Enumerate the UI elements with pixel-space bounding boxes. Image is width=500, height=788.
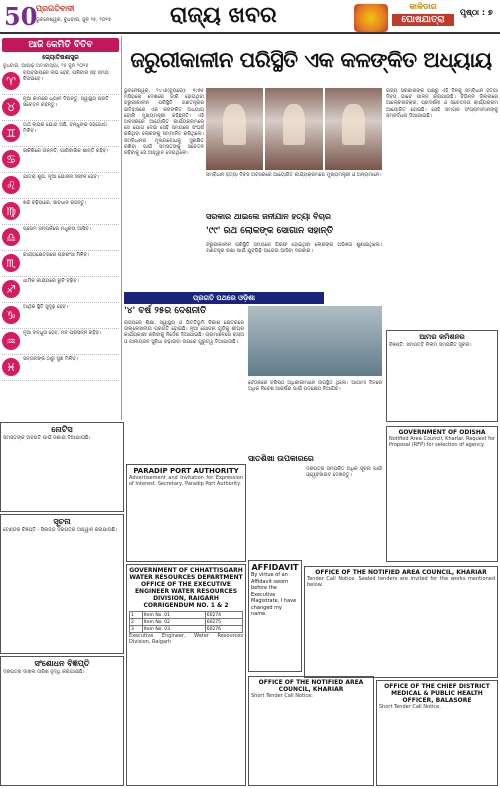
ad-text: Tender Call Notice. Sealed tenders are invited for the works mentioned below.	[307, 576, 495, 589]
zodiac-row	[2, 96, 119, 121]
affidavit-text: By virtue of an Affidavit sworn before the Executive Magistrate, I have changed my name.	[251, 572, 297, 617]
table-cell: 60275	[205, 619, 242, 626]
zodiac-row	[2, 278, 119, 303]
zodiac-icon: ♌	[2, 176, 20, 194]
zodiac-row	[2, 356, 119, 381]
water-resources-advertisement	[126, 564, 246, 786]
table-row	[130, 612, 243, 619]
tender-advertisement	[0, 514, 124, 654]
zodiac-icon: ♓	[2, 358, 20, 376]
table-cell: Item No. 01	[142, 612, 205, 619]
table-row	[130, 626, 243, 633]
zodiac-row	[2, 122, 119, 147]
horoscope-column	[0, 36, 122, 420]
corrigendum-text: ଦରପତ୍ର ଦାଖଲ ତାରିଖ ବୃଦ୍ଧି କରାଯାଇଛି।	[3, 669, 85, 675]
zodiac-text: ଯାତ୍ରା ଶୁଭ, ନୂଆ ଯୋଜନା ସଫଳ ହେବ।	[23, 174, 100, 180]
zodiac-text: ଚାକିରିରେ ଉନ୍ନତି, ପାରିବାରିକ ଶାନ୍ତି ରହିବ।	[23, 148, 109, 154]
horoscope-title: ଆଜି କେମିତି ବିତିବ	[2, 38, 119, 52]
ad-heading: OFFICE OF THE NOTIFIED AREA COUNCIL, KHARIAR	[315, 569, 487, 576]
zodiac-row	[2, 70, 119, 95]
ad-heading: GOVERNMENT OF CHHATTISGARH WATER RESOURCES DEPARTMENT OFFICE OF THE EXECUTIVE ENGINEER WATER RESOURCES DIVISION, RAIGARH	[129, 567, 243, 602]
festival-line-1: କାକିଡାର	[409, 2, 437, 11]
ad-text: Notified Area Council, Khariar. Request for Proposal (RFP) for selection of agency.	[389, 436, 495, 449]
zodiac-icon: ♉	[2, 98, 20, 116]
news-photo	[265, 88, 322, 170]
nac-advertisement	[304, 566, 498, 678]
zodiac-text: ବ୍ୟବସାୟରେ ଲାଭ ହେବ, ପରିବାର ସହ ସମୟ ବିତାଇବେ।	[23, 70, 109, 82]
sub-headline: '୯୯' ରଥ ଲୋକଙ୍କ ସୋଗାନ ସହାନ୍ତି	[206, 226, 334, 236]
table-cell: Item No. 02	[142, 619, 205, 626]
main-story-text: ଭୁବନେଶ୍ୱର, ୨୪।୬(ବ୍ୟୁରୋ): ୧୯୭୫ ମସିହାରେ ଦେଶରେ ଜାରି ହୋଇଥିବା ଜରୁରୀକାଳୀନ ପରିସ୍ଥିତି ଗଣତନ୍ତ୍ରର ଇତିହାସରେ ଏକ କଳଙ୍କିତ ଅଧ୍ୟାୟ ବୋଲି ମୁଖ୍ୟମନ୍ତ୍ରୀ କହିଛନ୍ତି। ଏହି ଅବସରରେ ଆୟୋଜିତ କାର୍ଯ୍ୟକ୍ରମରେ ସେ ଯୋଗ ଦେଇ ସେହି ସମୟରେ ସଂଘର୍ଷ କରିଥିବା ଲୋକଙ୍କୁ ସମ୍ମାନିତ କରିଥିଲେ। ସମ୍ବିଧାନର ମୂଲ୍ୟବୋଧକୁ ସୁରକ୍ଷିତ ରଖିବା ପାଇଁ ସମସ୍ତଙ୍କୁ ସଚେତନ ରହିବାକୁ ସେ ଆହ୍ୱାନ ଦେଇଥିଲେ।	[124, 88, 204, 157]
zodiac-list	[0, 70, 121, 381]
zodiac-row	[2, 174, 119, 199]
dateline: ଭୁବନେଶ୍ୱର, ବୁଧବାର, ଜୁନ ୨୫, ୨୦୨୫	[36, 17, 112, 23]
horoscope-subtitle: ଜ୍ୟୋତିଷଶାସ୍ତ୍ର	[42, 54, 79, 61]
photo-strip	[206, 88, 382, 170]
ad-heading: OFFICE OF THE CHIEF DISTRICT MEDICAL & PUBLIC HEALTH OFFICER, BALASORE	[384, 683, 490, 704]
zodiac-icon: ♏	[2, 254, 20, 272]
ad-heading: PARADIP PORT AUTHORITY	[133, 467, 239, 475]
government-advertisement	[386, 426, 498, 562]
photo-caption: ସମ୍ବିଧାନ ହତ୍ୟା ଦିବସ ଅବସରରେ ଆୟୋଜିତ କାର୍ଯ୍ୟକ୍ରମରେ ମୁଖ୍ୟମନ୍ତ୍ରୀ ଓ ଅନ୍ୟମାନେ।	[206, 172, 382, 178]
zodiac-icon: ♊	[2, 124, 20, 142]
right-story-text: ରାଜ୍ୟ ସରକାରଙ୍କ ପକ୍ଷରୁ ଏହି ଦିନକୁ ସମ୍ବିଧାନ ହତ୍ୟା ଦିବସ ଭାବେ ପାଳନ କରାଯାଉଛି। ବିଭିନ୍ନ ଜିଲ୍ଲାରେ ଆଲୋଚନାଚକ୍ର, ପ୍ରଦର୍ଶନୀ ଓ ସଚେତନତା କାର୍ଯ୍ୟକ୍ରମ ଆୟୋଜିତ ହୋଇଛି। ସେହି ସମୟର ସଂଗ୍ରାମୀମାନଙ୍କୁ ସମ୍ବର୍ଦ୍ଧନା ଦିଆଯାଇଛି।	[386, 88, 498, 119]
tender-title: ସୂଚନା	[53, 517, 71, 526]
tender-text: ଟେଣ୍ଡର ବିଜ୍ଞପ୍ତି - ସିଲବନ୍ଦ ଦରପତ୍ର ଆହ୍ୱାନ କରାଯାଉଛି।	[3, 527, 118, 533]
story-text: ରାଜ୍ୟରେ ଶିକ୍ଷା, ସ୍ୱାସ୍ଥ୍ୟ ଓ ଭିତ୍ତିଭୂମି ବିକାଶ କ୍ଷେତ୍ରରେ ଉଲ୍ଲେଖନୀୟ ପ୍ରଗତି ହୋଇଛି। ନୂଆ ଯୋଜନା ଗୁଡ଼ିକୁ ଶୀଘ୍ର କାର୍ଯ୍ୟକାରୀ କରିବାକୁ ନିର୍ଦ୍ଦେଶ ଦିଆଯାଇଛି। ଗ୍ରାମାଞ୍ଚଳରେ ରାସ୍ତା ଓ ପାନୀୟଜଳ ସୁବିଧା ବଢ଼ାଇବା ଉପରେ ଗୁରୁତ୍ୱ ଦିଆଯାଉଛି।	[124, 320, 244, 345]
zodiac-icon: ♈	[2, 72, 20, 90]
ad-subheading: CORRIGENDUM NO. 1 & 2	[143, 602, 229, 609]
zodiac-icon: ♐	[2, 280, 20, 298]
sub-headline: ସରକାର ଥାଇଲେ ଜନୀଯାନ ହତ୍ୟା ବିଚାର	[206, 212, 331, 221]
horoscope-intro: ବୁଧବାର, ଆଷାଢ଼ ଅମାବାସ୍ୟା, ୨୫ ଜୁନ ୨୦୨୫	[3, 63, 89, 69]
ad-text: ବିଜ୍ଞପ୍ତି: ସମ୍ପତ୍ତି ନିଲାମ ସମ୍ପର୍କିତ ସୂଚନା।	[389, 342, 472, 348]
corrigendum-advertisement	[0, 656, 124, 786]
ad-text: Short Tender Call Notice.	[379, 704, 441, 710]
sub-story-text: ଜରୁରୀକାଳୀନ ପରିସ୍ଥିତି ସମୟରେ ଗିରଫ ହୋଇଥିବା ଲୋକଙ୍କ ଅଭିଜ୍ଞତା ଶୁଣାଇଥିଲେ। ଗଣତନ୍ତ୍ର ରକ୍ଷା ପାଇଁ ଯୁବପିଢ଼ି ଆଗେଇ ଆସିବା ଦରକାର।	[206, 242, 382, 255]
logo-number: 50	[4, 2, 38, 31]
page-number: ପୃଷ୍ଠା : ୭	[460, 8, 493, 17]
mid-notice-text: ଦରପତ୍ର ସମ୍ପର୍କିତ ଅଧିକ ସୂଚନା ପାଇଁ ଓ୍ୱେବସାଇଟ ଦେଖନ୍ତୁ।	[306, 466, 382, 479]
zodiac-row	[2, 200, 119, 225]
news-photo	[206, 88, 263, 170]
zodiac-row	[2, 148, 119, 173]
festival-line-2: ଘୋଷଯାତ୍ରା	[392, 14, 454, 26]
table-cell: 1	[130, 612, 143, 619]
khariar-advertisement	[248, 676, 374, 786]
bank-advertisement	[386, 330, 498, 422]
balasore-advertisement	[376, 680, 498, 786]
zodiac-icon: ♍	[2, 202, 20, 220]
table-cell: 2	[130, 619, 143, 626]
story-text: ବୈଠକରେ ବରିଷ୍ଠ ଅଧିକାରୀମାନେ ଉପସ୍ଥିତ ଥିଲେ। ଆଗାମୀ ଦିନରେ ଅଧିକ ନିବେଶ ଆକର୍ଷଣ ପାଇଁ ପଦକ୍ଷେପ ନିଆଯିବ।	[248, 380, 382, 393]
story-title: '୪' ବର୍ଷ ୨୫ର ଦେଶନୀତି	[124, 306, 207, 316]
affidavit-advertisement	[248, 560, 302, 672]
zodiac-icon: ♎	[2, 228, 20, 246]
ad-text: Advertisement and Invitation for Expression of Interest. Secretary, Paradip Port Authority.	[129, 475, 243, 488]
table-cell: 60276	[205, 626, 242, 633]
zodiac-text: ଖର୍ଚ୍ଚ ବଢ଼ିପାରେ, ସାବଧାନ ରହନ୍ତୁ।	[23, 200, 87, 206]
newspaper-name: ପ୍ରଗତିବାଦୀ	[36, 4, 75, 13]
ad-heading: GOVERNMENT OF ODISHA	[398, 429, 486, 436]
ad-footer: Executive Engineer, Water Resources Division, Raigarh	[129, 633, 243, 646]
zodiac-row	[2, 252, 119, 277]
notice-text: ସମସ୍ତଙ୍କ ଅବଗତି ପାଇଁ ଜଣାଇ ଦିଆଯାଉଛି।	[3, 435, 91, 441]
table-cell: Item No. 03	[142, 626, 205, 633]
zodiac-text: ଆର୍ଥିକ ସ୍ଥିତି ସୁଦୃଢ଼ ହେବ।	[23, 304, 69, 310]
section-title: ରାଜ୍ୟ ଖବର	[170, 2, 277, 28]
news-photo	[325, 88, 382, 170]
corrigendum-title: ସଂଶୋଧନ ବିଜ୍ଞପ୍ତି	[34, 659, 90, 668]
ad-heading: OFFICE OF THE NOTIFIED AREA COUNCIL, KHARIAR	[258, 679, 364, 693]
zodiac-text: ନୂଆ କାମରେ ଧ୍ୟାନ ଦିଅନ୍ତୁ, ସ୍ୱାସ୍ଥ୍ୟ ପ୍ରତି ସଚେତନ ରହନ୍ତୁ।	[23, 96, 109, 108]
zodiac-row	[2, 226, 119, 251]
zodiac-icon: ♑	[2, 306, 20, 324]
notice-title: ନୋଟିସ	[51, 425, 73, 434]
zodiac-text: ସନ୍ତାନଙ୍କ ଠାରୁ ସୁଖ ମିଳିବ।	[23, 356, 79, 362]
affidavit-title: AFFIDAVIT	[251, 563, 299, 572]
zodiac-row	[2, 330, 119, 355]
zodiac-text: କାର୍ଯ୍ୟକ୍ଷେତ୍ରରେ ପ୍ରଶଂସା ମିଳିବ।	[23, 252, 90, 258]
zodiac-text: ଅର୍ଥ ଲାଭର ଯୋଗ ଅଛି, ବନ୍ଧୁଙ୍କ ସହଯୋଗ ମିଳିବ।	[23, 122, 107, 134]
meeting-photo	[248, 306, 382, 376]
table-row	[130, 619, 243, 626]
story-title: ସାତଶିଖା ଉପକାରରେ	[248, 454, 314, 463]
deity-image	[354, 4, 388, 32]
section-band: ପ୍ରଗତି ପଥରେ ଓଡ଼ିଶା	[124, 292, 324, 304]
ad-text: Short Tender Call Notice.	[251, 693, 313, 699]
masthead	[0, 0, 500, 34]
zodiac-icon: ♋	[2, 150, 20, 168]
festival-badge	[392, 2, 454, 30]
table-cell: 3	[130, 626, 143, 633]
ad-heading: ଆମର କମିଶନର	[419, 333, 465, 341]
main-headline: ଜରୁରୀକାଳୀନ ପରିସ୍ଥିତି ଏକ କଳଙ୍କିତ ଅଧ୍ୟାୟ	[130, 47, 492, 72]
zodiac-row	[2, 304, 119, 329]
zodiac-icon: ♒	[2, 332, 20, 350]
zodiac-text: ଧାର୍ମିକ କାର୍ଯ୍ୟରେ ରୁଚି ବଢ଼ିବ।	[23, 278, 79, 284]
zodiac-text: ନୂଆ ବନ୍ଧୁତା ହେବ, ମନ ପ୍ରସନ୍ନ ରହିବ।	[23, 330, 102, 336]
port-authority-advertisement	[126, 464, 246, 562]
table-cell: 60274	[205, 612, 242, 619]
corrigendum-table	[129, 611, 243, 633]
zodiac-text: ପ୍ରେମ ସମ୍ପର୍କରେ ମଧୁରତା ଆସିବ।	[23, 226, 91, 232]
notice-advertisement	[0, 422, 124, 512]
